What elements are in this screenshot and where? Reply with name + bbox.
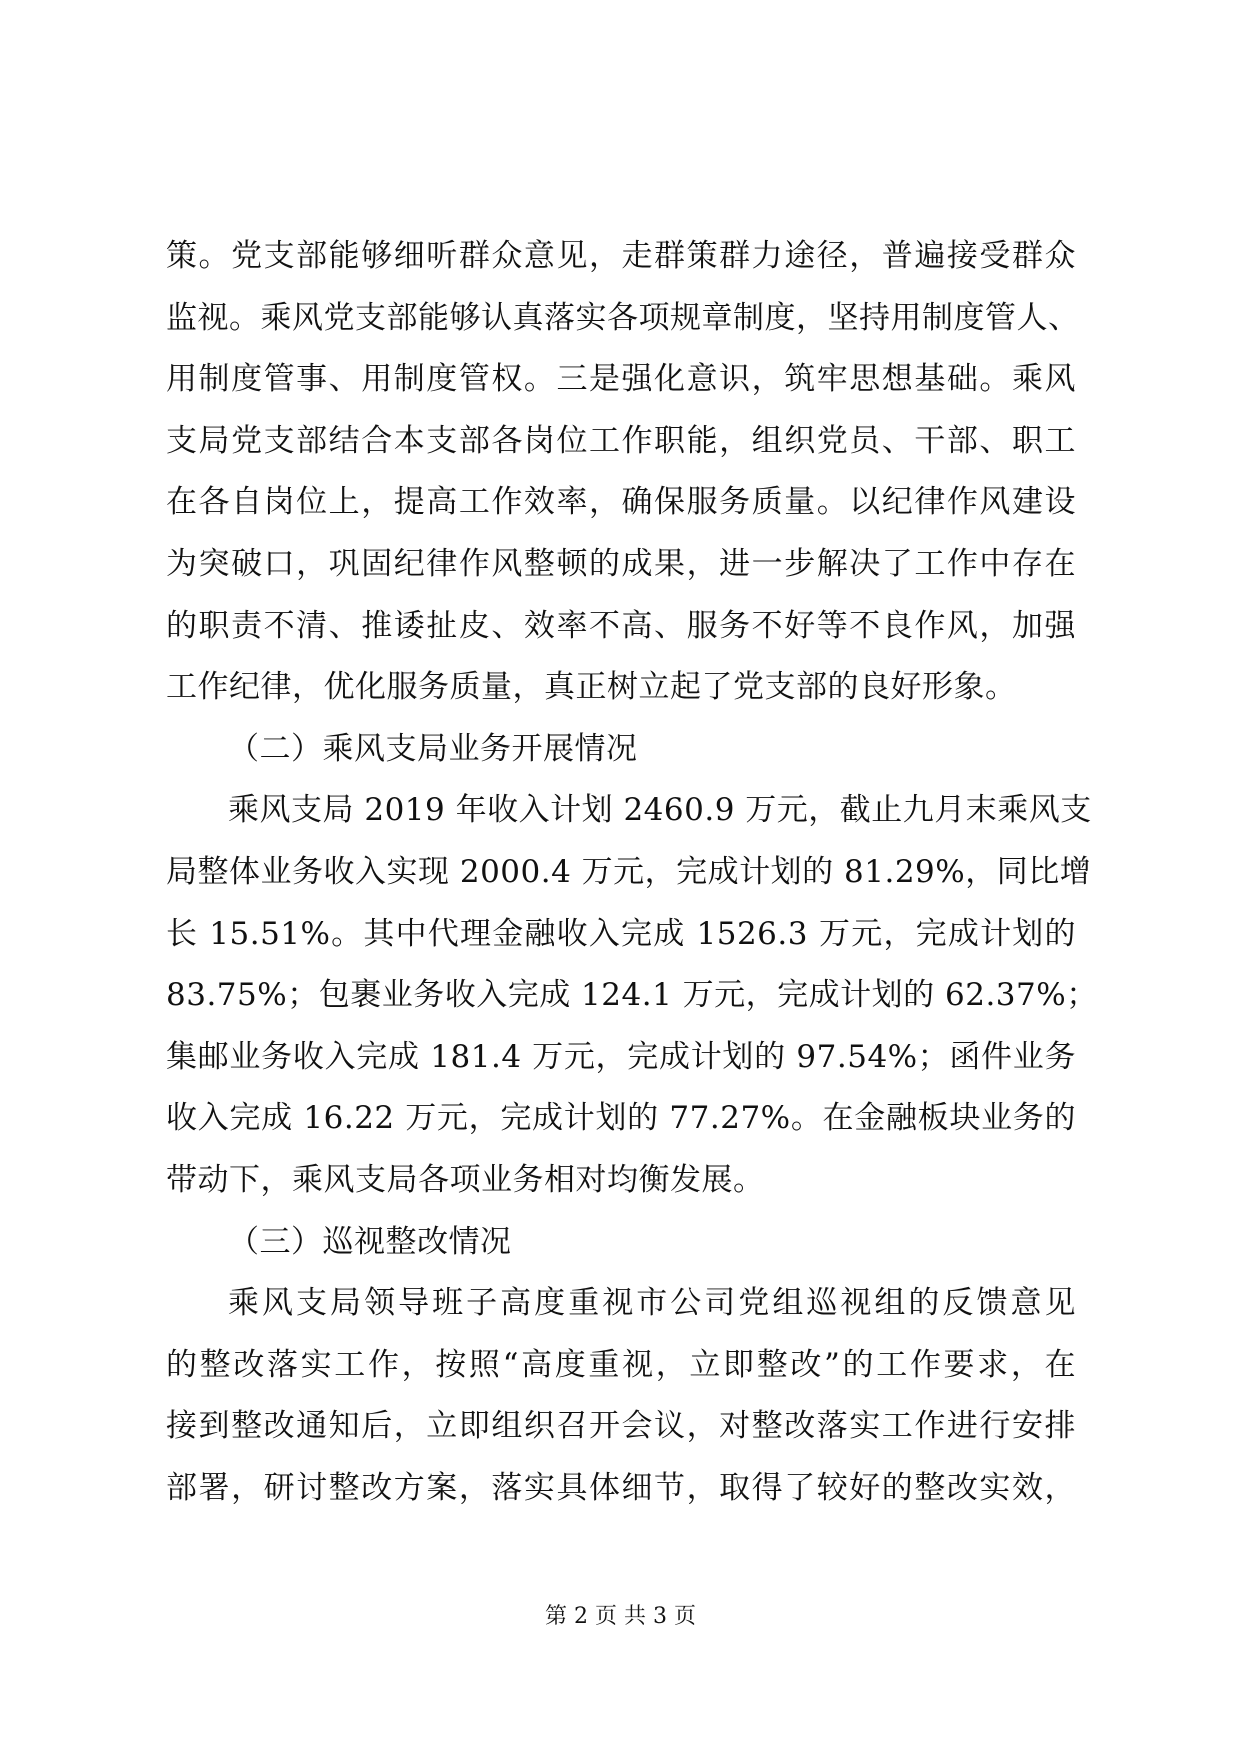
page-footer: 第 2 页 共 3 页 bbox=[545, 1604, 696, 1629]
paragraph-line: 收入完成 16.22 万元，完成计划的 77.27%。在金融板块业务的 bbox=[166, 1100, 1076, 1137]
paragraph-line: 监视。乘风党支部能够认真落实各项规章制度，坚持用制度管人、 bbox=[166, 299, 1080, 336]
paragraph-line: 的整改落实工作，按照“高度重视，立即整改”的工作要求，在 bbox=[166, 1346, 1076, 1383]
paragraph-line: 乘风支局领导班子高度重视市公司党组巡视组的反馈意见 bbox=[228, 1285, 1076, 1322]
paragraph-line: 支局党支部结合本支部各岗位工作职能，组织党员、干部、职工 bbox=[166, 422, 1076, 459]
paragraph-line: 用制度管事、用制度管权。三是强化意识，筑牢思想基础。乘风 bbox=[166, 361, 1076, 398]
paragraph-line: 部署，研讨整改方案，落实具体细节，取得了较好的整改实效， bbox=[166, 1469, 1076, 1506]
paragraph-line: 带动下，乘风支局各项业务相对均衡发展。 bbox=[166, 1161, 765, 1198]
paragraph-line: 工作纪律，优化服务质量，真正树立起了党支部的良好形象。 bbox=[166, 669, 1017, 706]
paragraph-line: 为突破口，巩固纪律作风整顿的成果，进一步解决了工作中存在 bbox=[166, 545, 1076, 582]
paragraph-line: 在各自岗位上，提高工作效率，确保服务质量。以纪律作风建设 bbox=[166, 484, 1076, 521]
section-heading: （二）乘风支局业务开展情况 bbox=[228, 730, 638, 767]
paragraph-line: 局整体业务收入实现 2000.4 万元，完成计划的 81.29%，同比增 bbox=[166, 853, 1092, 890]
paragraph-line: 策。党支部能够细听群众意见，走群策群力途径，普遍接受群众 bbox=[166, 238, 1076, 274]
paragraph-line: 长 15.51%。其中代理金融收入完成 1526.3 万元，完成计划的 bbox=[166, 915, 1076, 952]
paragraph-line: 乘风支局 2019 年收入计划 2460.9 万元，截止九月末乘风支 bbox=[228, 792, 1092, 829]
paragraph-line: 集邮业务收入完成 181.4 万元，完成计划的 97.54%；函件业务 bbox=[166, 1038, 1076, 1075]
section-heading: （三）巡视整改情况 bbox=[228, 1223, 512, 1260]
paragraph-line: 接到整改通知后，立即组织召开会议，对整改落实工作进行安排 bbox=[166, 1408, 1076, 1445]
paragraph-line: 的职责不清、推诿扯皮、效率不高、服务不好等不良作风，加强 bbox=[166, 607, 1076, 644]
document-body bbox=[166, 226, 1098, 1519]
paragraph-line: 83.75%；包裹业务收入完成 124.1 万元，完成计划的 62.37%； bbox=[166, 977, 1098, 1014]
